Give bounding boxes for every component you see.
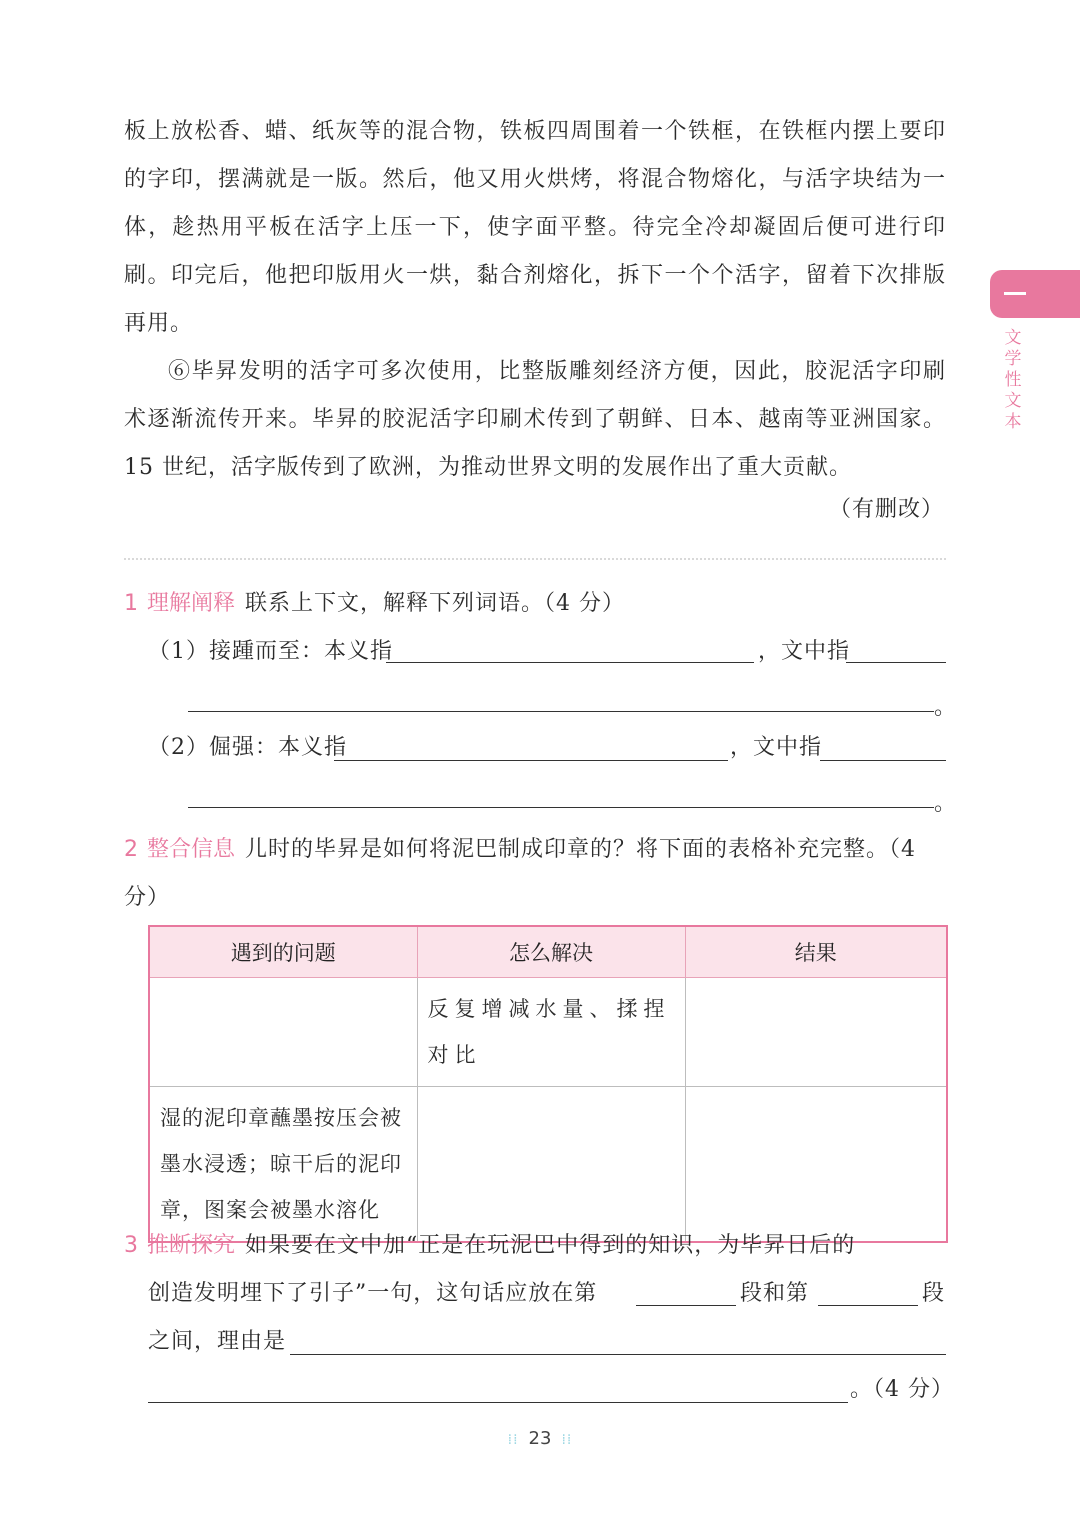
q1-b-context-blank-cont[interactable] bbox=[188, 807, 934, 808]
table-cell: 反复增减水量、揉捏对比 bbox=[417, 978, 685, 1087]
page-number: 23 bbox=[528, 1428, 552, 1449]
question-tag: 推断探究 bbox=[147, 1233, 236, 1258]
question-tag: 整合信息 bbox=[147, 837, 236, 862]
table-header: 怎么解决 bbox=[417, 926, 685, 978]
source-note: （有删改） bbox=[828, 497, 944, 522]
question-prompt-line1: 如果要在文中加“正是在玩泥巴中得到的知识，为毕昇日后的 bbox=[245, 1233, 856, 1258]
q1-b-context-blank[interactable] bbox=[820, 760, 946, 761]
q3-reason-blank[interactable] bbox=[290, 1354, 946, 1355]
reading-passage bbox=[124, 108, 946, 492]
table-cell: 湿的泥印章蘸墨按压会被墨水浸透；晾干后的泥印章，图案会被墨水溶化 bbox=[149, 1087, 417, 1243]
q1-b-label: （2）倔强：本义指 bbox=[148, 735, 347, 760]
question-2-heading bbox=[124, 826, 946, 922]
q1-b-mid: ，文中指 bbox=[730, 735, 823, 760]
question-prompt: 儿时的毕昇是如何将泥巴制成印章的？将下面的表格补充完整。（4 分） bbox=[124, 837, 917, 910]
q3-line2a: 创造发明埋下了引子”一句，这句话应放在第 bbox=[148, 1281, 598, 1306]
passage-paragraph-6: ⑥毕昇发明的活字可多次使用，比整版雕刻经济方便，因此，胶泥活字印刷术逐渐流传开来。毕昇的胶泥活字印刷术传到了朝鲜、日本、越南等亚洲国家。15 世纪，活字版传到了欧洲，为推动世界文明的发展作出了重大贡献。 bbox=[124, 359, 946, 480]
dash-icon bbox=[1004, 292, 1026, 295]
table-cell-answer[interactable] bbox=[685, 1087, 947, 1243]
q3-line2b: 段和第 bbox=[740, 1281, 810, 1306]
q1-b-end: 。 bbox=[934, 791, 958, 816]
table-header: 结果 bbox=[685, 926, 947, 978]
passage-paragraph-5: 板上放松香、蜡、纸灰等的混合物，铁板四周围着一个铁框，在铁框内摆上要印的字印，摆满就是一版。然后，他又用火烘烤，将混合物熔化，与活字块结为一体，趁热用平板在活字上压一下，使字面平整。待完全冷却凝固后便可进行印刷。印完后，他把印版用火一烘，黏合剂熔化，拆下一个个活字，留着下次排版再用。 bbox=[124, 119, 946, 336]
q1-a-mid: ，文中指 bbox=[758, 639, 851, 664]
q3-reason-blank-cont[interactable] bbox=[148, 1402, 848, 1403]
table-cell-answer[interactable] bbox=[685, 978, 947, 1087]
chapter-tab bbox=[990, 270, 1080, 318]
table-header-row bbox=[149, 926, 947, 978]
table-header: 遇到的问题 bbox=[149, 926, 417, 978]
q3-paragraph-blank-2[interactable] bbox=[818, 1305, 918, 1306]
info-table bbox=[148, 925, 948, 1243]
table-cell-answer[interactable] bbox=[149, 978, 417, 1087]
table-row bbox=[149, 978, 947, 1087]
dots-right-icon: ⁞⁞ bbox=[561, 1432, 573, 1448]
question-number: 3 bbox=[124, 1233, 139, 1258]
q1-a-end: 。 bbox=[934, 695, 958, 720]
q1-b-original-blank[interactable] bbox=[334, 760, 728, 761]
question-1-heading bbox=[124, 586, 625, 617]
table-row bbox=[149, 1087, 947, 1243]
q1-a-label: （1）接踵而至：本义指 bbox=[148, 639, 393, 664]
question-tag: 理解阐释 bbox=[147, 591, 236, 616]
question-number: 2 bbox=[124, 837, 139, 862]
section-divider bbox=[124, 558, 946, 560]
question-3-heading bbox=[124, 1228, 855, 1259]
q3-line4-end: 。（4 分） bbox=[850, 1377, 954, 1402]
q1-a-context-blank-cont[interactable] bbox=[188, 711, 934, 712]
q3-line3: 之间，理由是 bbox=[148, 1329, 287, 1354]
q1-a-context-blank[interactable] bbox=[846, 662, 946, 663]
table-cell-answer[interactable] bbox=[417, 1087, 685, 1243]
chapter-label: 文学性文本 bbox=[1004, 328, 1022, 432]
question-number: 1 bbox=[124, 591, 139, 616]
q1-a-original-blank[interactable] bbox=[386, 662, 754, 663]
page-footer bbox=[0, 1428, 1080, 1449]
q3-paragraph-blank-1[interactable] bbox=[636, 1305, 736, 1306]
q3-line2c: 段 bbox=[922, 1281, 946, 1306]
question-prompt: 联系上下文，解释下列词语。（4 分） bbox=[245, 591, 626, 616]
dots-left-icon: ⁞⁞ bbox=[507, 1432, 519, 1448]
